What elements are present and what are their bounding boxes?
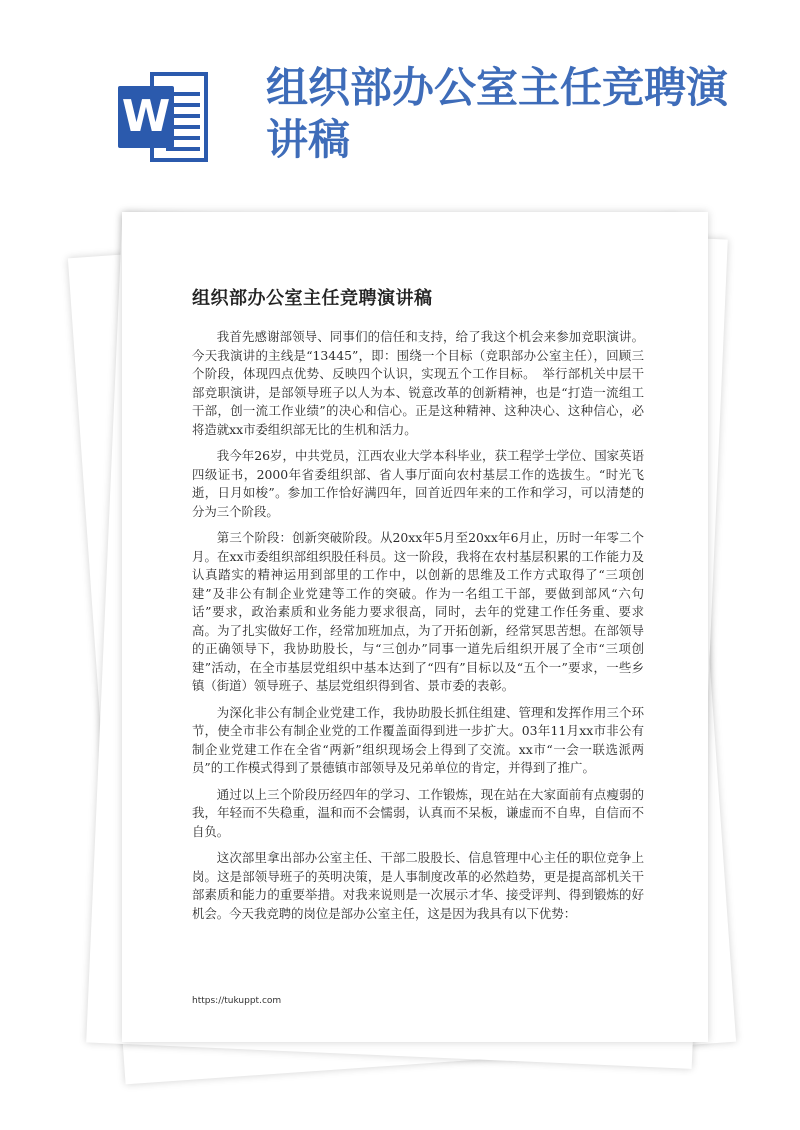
document-title: 组织部办公室主任竞聘演讲稿 <box>192 288 433 309</box>
document-page <box>122 212 708 1042</box>
paragraph: 为深化非公有制企业党建工作，我协助股长抓住组建、管理和发挥作用三个环节，使全市非公有制企业党的工作覆盖面得到进一步扩大。03年11月xx市非公有制企业党建工作在全省“两新”组织现场会上得到了交流。xx市“一会一联选派两员”的工作模式得到了景德镇市部领导及兄弟单位的肯定，并得到了推广。 <box>192 704 644 775</box>
footer-url-link[interactable]: https://tukuppt.com <box>192 996 282 1006</box>
paragraph: 我首先感谢部领导、同事们的信任和支持，给了我这个机会来参加竞职演讲。今天我演讲的主线是“13445”，即：围绕一个目标（竞职部办公室主任），回顾三个阶段，体现四点优势、反映四个认识，实现五个工作目标。 举行部机关中层干部竞职演讲，是部领导班子以人为本、锐意改革的创新精神，也是“打造一流组工干部，创一流工作业绩”的决心和信心。正是这种精神、这种决心、这种信心，必将造就xx市委组织部无比的生机和活力。 <box>192 329 644 437</box>
document-body <box>192 328 644 931</box>
paragraph: 通过以上三个阶段历经四年的学习、工作锻炼，现在站在大家面前有点瘦弱的我，年轻而不失稳重，温和而不会懦弱，认真而不呆板，谦虚而不自卑，自信而不自负。 <box>192 786 644 839</box>
paragraph: 第三个阶段：创新突破阶段。从20xx年5月至20xx年6月止，历时一年零二个月。在xx市委组织部组织股任科员。这一阶段，我将在农村基层积累的工作能力及认真踏实的精神运用到部里的工作中，以创新的思维及工作方式取得了“三项创建”及非公有制企业党建等工作的突破。作为一名组工干部，要做到部风“六句话”要求，政治素质和业务能力要求很高，同时，去年的党建工作任务重、要求高。为了扎实做好工作，经常加班加点，为了开拓创新，经常冥思苦想。在部领导的正确领导下，我协助股长，与“三创办”同事一道先后组织开展了全市“三项创建”活动，在全市基层党组织中基本达到了“四有”目标以及“五个一”要求，一些乡镇（街道）领导班子、基层党组织得到省、景市委的表彰。 <box>192 530 644 693</box>
banner-title: 组织部办公室主任竞聘演讲稿 <box>266 63 729 164</box>
word-letter-badge: W <box>118 86 174 148</box>
word-document-icon <box>118 72 208 162</box>
header-banner <box>0 0 800 200</box>
paragraph: 我今年26岁，中共党员，江西农业大学本科毕业，获工程学士学位、国家英语四级证书，2000年省委组织部、省人事厅面向农村基层工作的选拔生。“时光飞逝，日月如梭”。参加工作恰好满四年，回首近四年来的工作和学习，可以清楚的分为三个阶段。 <box>192 448 644 519</box>
paragraph: 这次部里拿出部办公室主任、干部二股股长、信息管理中心主任的职位竞争上岗。这是部领导班子的英明决策，是人事制度改革的必然趋势，更是提高部机关干部素质和能力的重要举措。对我来说则是一次展示才华、接受评判、得到锻炼的好机会。今天我竞聘的岗位是部办公室主任，这是因为我具有以下优势： <box>192 850 644 921</box>
